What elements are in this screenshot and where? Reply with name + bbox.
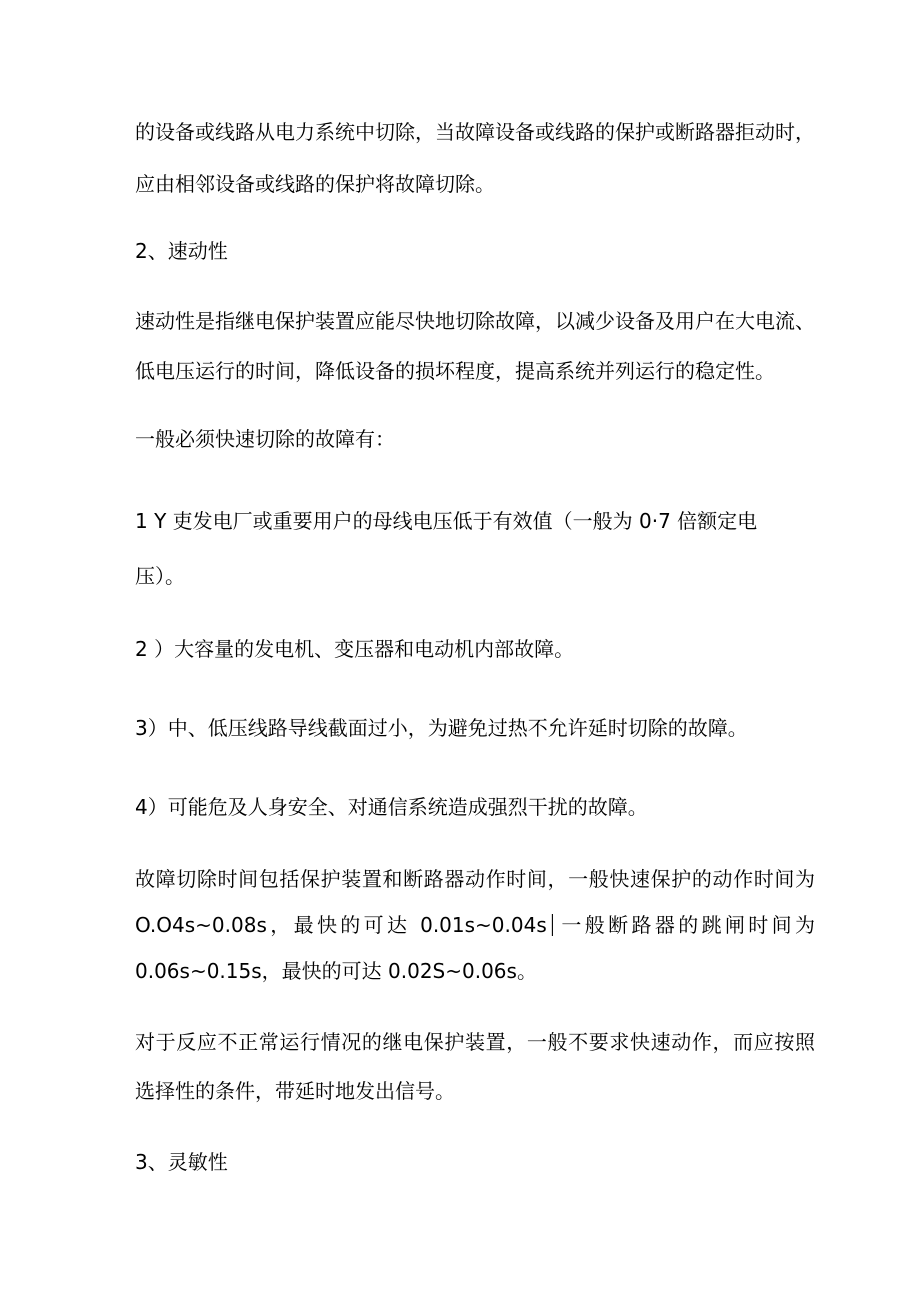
intro-line-2: 应由相邻设备或线路的保护将故障切除。 — [135, 172, 495, 196]
fault-item-2: 2 ）大容量的发电机、变压器和电动机内部故障。 — [135, 637, 575, 661]
fault-item-1-line-1: 1 Y 吏发电厂或重要用户的母线电压低于有效值（一般为 0·7 倍额定电 — [135, 509, 758, 533]
fault-item-1-line-2: 压）。 — [135, 564, 185, 588]
section-3-heading: 3、灵敏性 — [135, 1150, 228, 1174]
section-2-heading: 2、速动性 — [135, 239, 228, 263]
fast-fault-intro: 一般必须快速切除的故障有： — [135, 427, 395, 451]
speed-para-line-2: 低电压运行的时间，降低设备的损坏程度，提高系统并列运行的稳定性。 — [135, 359, 775, 383]
abnormal-para-line-1: 对于反应不正常运行情况的继电保护装置，一般不要求快速动作，而应按照 — [135, 1030, 815, 1054]
intro-line-1: 的设备或线路从电力系统中切除，当故障设备或线路的保护或断路器拒动时， — [135, 120, 815, 144]
timing-para-line-2: O.O4s~0.08s，最快的可达 0.01s~0.04s⏐一般断路器的跳闸时间为 — [135, 913, 815, 937]
fault-item-3: 3）中、低压线路导线截面过小，为避免过热不允许延时切除的故障。 — [135, 716, 748, 740]
timing-para-line-3: 0.06s~0.15s，最快的可达 0.02S~0.06s。 — [135, 959, 537, 983]
fault-item-4: 4）可能危及人身安全、对通信系统造成强烈干扰的故障。 — [135, 795, 648, 819]
timing-para-line-1: 故障切除时间包括保护装置和断路器动作时间，一般快速保护的动作时间为 — [135, 867, 815, 891]
speed-para-line-1: 速动性是指继电保护装置应能尽快地切除故障，以减少设备及用户在大电流、 — [135, 309, 815, 333]
abnormal-para-line-2: 选择性的条件，带延时地发出信号。 — [135, 1079, 455, 1103]
